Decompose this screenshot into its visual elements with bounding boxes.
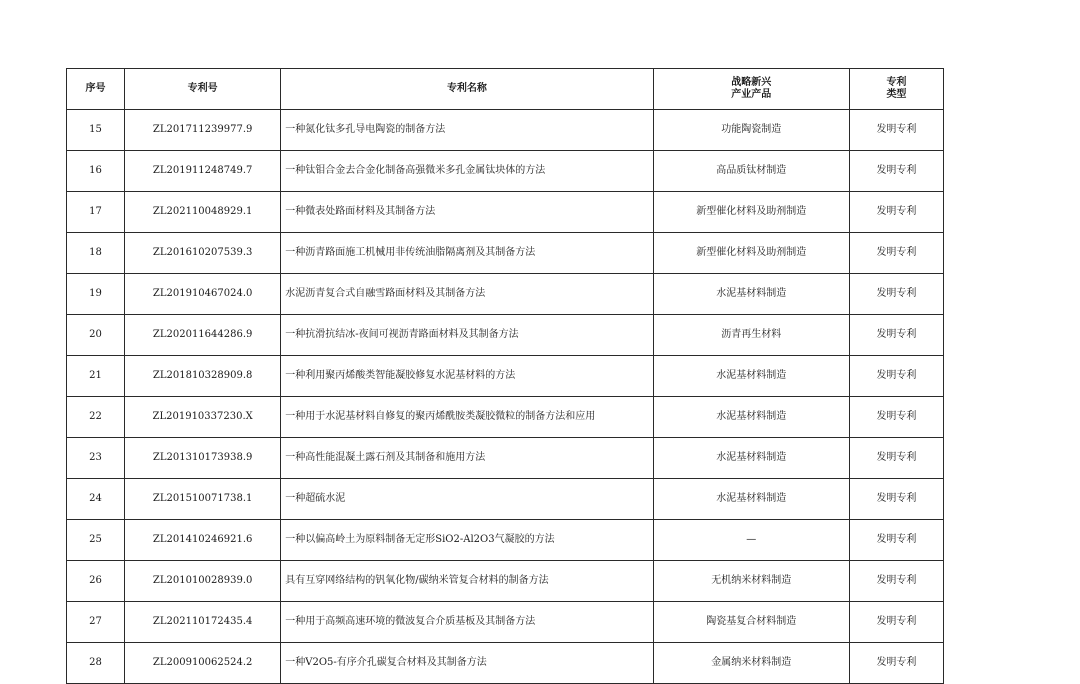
cell-no: 25 [67,520,125,561]
cell-industry: 水泥基材料制造 [653,438,849,479]
header-type-line2: 类型 [886,89,907,100]
cell-patent-type: 发明专利 [849,110,943,151]
header-industry-line2: 产业产品 [731,89,772,100]
cell-patent-name: 一种钛钼合金去合金化制备高强微米多孔金属钛块体的方法 [281,151,653,192]
cell-industry: 新型催化材料及助剂制造 [653,192,849,233]
cell-no: 20 [67,315,125,356]
cell-patent-name: 一种氮化钛多孔导电陶瓷的制备方法 [281,110,653,151]
header-patent-name: 专利名称 [281,69,653,110]
cell-patent-type: 发明专利 [849,233,943,274]
cell-industry: 新型催化材料及助剂制造 [653,233,849,274]
header-no: 序号 [67,69,125,110]
cell-patent-type: 发明专利 [849,192,943,233]
cell-industry: 陶瓷基复合材料制造 [653,602,849,643]
cell-no: 26 [67,561,125,602]
cell-patent-no: ZL201510071738.1 [125,479,281,520]
table-header [67,69,944,110]
cell-patent-no: ZL201410246921.6 [125,520,281,561]
cell-industry: 水泥基材料制造 [653,397,849,438]
cell-patent-name: 一种用于水泥基材料自修复的聚丙烯酰胺类凝胶微粒的制备方法和应用 [281,397,653,438]
cell-patent-type: 发明专利 [849,438,943,479]
table-row [67,479,944,520]
cell-no: 21 [67,356,125,397]
cell-patent-no: ZL202110172435.4 [125,602,281,643]
table-row [67,397,944,438]
cell-patent-no: ZL201310173938.9 [125,438,281,479]
cell-patent-name: 一种超硫水泥 [281,479,653,520]
cell-patent-type: 发明专利 [849,315,943,356]
cell-patent-no: ZL202110048929.1 [125,192,281,233]
cell-no: 22 [67,397,125,438]
header-type [849,69,943,110]
cell-no: 16 [67,151,125,192]
table-row [67,151,944,192]
cell-industry: 功能陶瓷制造 [653,110,849,151]
cell-patent-name: 一种用于高频高速环境的微波复合介质基板及其制备方法 [281,602,653,643]
cell-no: 23 [67,438,125,479]
table-row [67,561,944,602]
cell-patent-type: 发明专利 [849,643,943,684]
table-row [67,438,944,479]
cell-patent-no: ZL201910337230.X [125,397,281,438]
table-row [67,356,944,397]
cell-patent-name: 一种以偏高岭土为原料制备无定形SiO2-Al2O3气凝胶的方法 [281,520,653,561]
cell-patent-type: 发明专利 [849,561,943,602]
cell-patent-type: 发明专利 [849,356,943,397]
cell-patent-type: 发明专利 [849,520,943,561]
cell-patent-name: 一种利用聚丙烯酸类智能凝胶修复水泥基材料的方法 [281,356,653,397]
cell-patent-name: 具有互穿网络结构的钒氧化物/碳纳米管复合材料的制备方法 [281,561,653,602]
header-row [67,69,944,110]
cell-patent-type: 发明专利 [849,602,943,643]
cell-no: 18 [67,233,125,274]
cell-patent-name: 水泥沥青复合式自融雪路面材料及其制备方法 [281,274,653,315]
cell-patent-name: 一种微表处路面材料及其制备方法 [281,192,653,233]
cell-patent-name: 一种沥青路面施工机械用非传统油脂隔离剂及其制备方法 [281,233,653,274]
table-row [67,643,944,684]
cell-patent-no: ZL201810328909.8 [125,356,281,397]
header-patent-no: 专利号 [125,69,281,110]
cell-patent-no: ZL202011644286.9 [125,315,281,356]
cell-patent-no: ZL201911248749.7 [125,151,281,192]
cell-patent-type: 发明专利 [849,479,943,520]
cell-no: 19 [67,274,125,315]
cell-industry: — [653,520,849,561]
table-row [67,192,944,233]
table-row [67,315,944,356]
table-row [67,274,944,315]
cell-no: 27 [67,602,125,643]
cell-patent-no: ZL200910062524.2 [125,643,281,684]
header-type-line1: 专利 [886,77,907,88]
cell-patent-type: 发明专利 [849,274,943,315]
table-row [67,520,944,561]
cell-industry: 沥青再生材料 [653,315,849,356]
header-industry-line1: 战略新兴 [731,77,772,88]
cell-industry: 水泥基材料制造 [653,479,849,520]
cell-patent-no: ZL201711239977.9 [125,110,281,151]
cell-patent-type: 发明专利 [849,151,943,192]
table-row [67,110,944,151]
cell-industry: 金属纳米材料制造 [653,643,849,684]
cell-patent-name: 一种V2O5-有序介孔碳复合材料及其制备方法 [281,643,653,684]
cell-industry: 高品质钛材制造 [653,151,849,192]
cell-industry: 水泥基材料制造 [653,274,849,315]
header-industry [653,69,849,110]
cell-industry: 水泥基材料制造 [653,356,849,397]
cell-patent-no: ZL201910467024.0 [125,274,281,315]
patent-table [66,68,944,684]
cell-patent-type: 发明专利 [849,397,943,438]
cell-no: 17 [67,192,125,233]
table-body [67,110,944,684]
cell-industry: 无机纳米材料制造 [653,561,849,602]
cell-patent-name: 一种抗滑抗结冰-夜间可视沥青路面材料及其制备方法 [281,315,653,356]
cell-no: 28 [67,643,125,684]
table-row [67,233,944,274]
cell-patent-no: ZL201610207539.3 [125,233,281,274]
cell-no: 15 [67,110,125,151]
table-row [67,602,944,643]
cell-patent-name: 一种高性能混凝土露石剂及其制备和施用方法 [281,438,653,479]
cell-patent-no: ZL201010028939.0 [125,561,281,602]
cell-no: 24 [67,479,125,520]
